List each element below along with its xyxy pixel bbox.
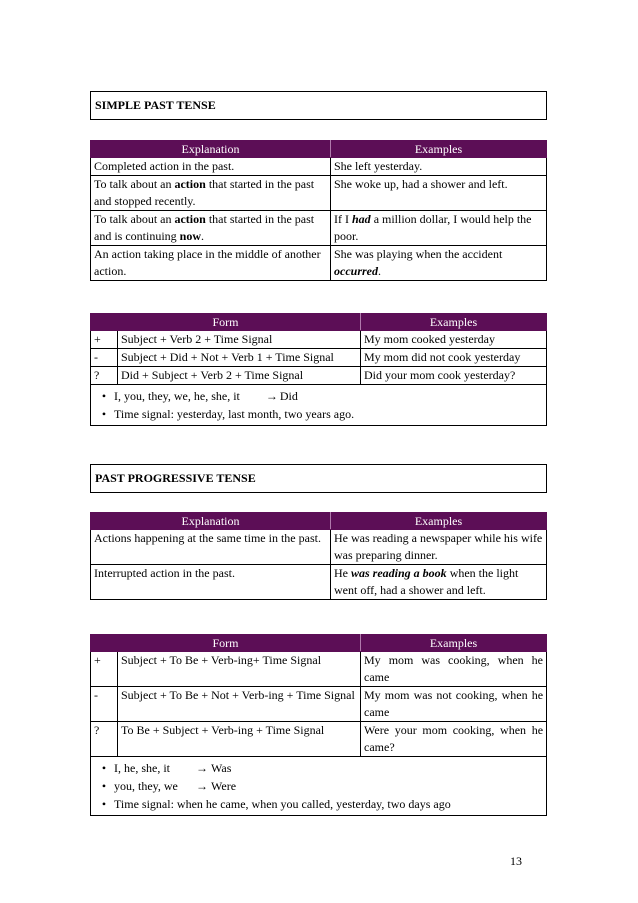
explanation-cell: To talk about an action that started in the past and is continuing now. (91, 211, 331, 246)
table-row (91, 367, 547, 385)
example-cell: My mom was cooking, when he came (361, 652, 547, 687)
sign-cell: + (91, 331, 118, 349)
simple-past-form-table (90, 313, 547, 426)
form-cell: Subject + Verb 2 + Time Signal (118, 331, 361, 349)
bullet-icon: • (101, 407, 107, 421)
table-header-row (91, 314, 547, 331)
notes-cell (91, 757, 547, 816)
table-row (91, 687, 547, 722)
sign-cell: - (91, 687, 118, 722)
notes-cell (91, 385, 547, 426)
table-header-row (91, 513, 547, 530)
page-number: 13 (510, 854, 522, 868)
past-progressive-explanation-table (90, 512, 547, 600)
column-header-form: Form (91, 635, 361, 652)
example-cell: My mom cooked yesterday (361, 331, 547, 349)
bullet-icon: • (101, 779, 107, 793)
column-header-examples: Examples (331, 141, 547, 158)
example-cell: My mom was not cooking, when he came (361, 687, 547, 722)
table-row (91, 158, 547, 176)
sign-cell: ? (91, 722, 118, 757)
arrow-right-icon: → (196, 779, 208, 793)
table-row (91, 652, 547, 687)
list-item: • you, they, we → Were (94, 777, 543, 795)
section-title-past-progressive (90, 464, 547, 493)
example-cell: He was reading a newspaper while his wife was preparing dinner. (331, 530, 547, 565)
form-cell: Subject + To Be + Not + Verb-ing + Time Signal (118, 687, 361, 722)
form-cell: Subject + Did + Not + Verb 1 + Time Signal (118, 349, 361, 367)
table-row (91, 530, 547, 565)
explanation-cell: Completed action in the past. (91, 158, 331, 176)
column-header-form: Form (91, 314, 361, 331)
form-cell: To Be + Subject + Verb-ing + Time Signal (118, 722, 361, 757)
list-item: • Time signal: yesterday, last month, two years ago. (94, 405, 543, 423)
table-row (91, 722, 547, 757)
example-cell: She woke up, had a shower and left. (331, 176, 547, 211)
table-header-row (91, 141, 547, 158)
notes-row (91, 757, 547, 816)
table-row (91, 349, 547, 367)
table-row (91, 176, 547, 211)
column-header-examples: Examples (361, 314, 547, 331)
bullet-icon: • (101, 389, 107, 403)
column-header-examples: Examples (361, 635, 547, 652)
example-cell: If I had a million dollar, I would help the poor. (331, 211, 547, 246)
example-cell: She left yesterday. (331, 158, 547, 176)
notes-row (91, 385, 547, 426)
sign-cell: - (91, 349, 118, 367)
sign-cell: + (91, 652, 118, 687)
column-header-explanation: Explanation (91, 141, 331, 158)
explanation-cell: Actions happening at the same time in the past. (91, 530, 331, 565)
explanation-cell: To talk about an action that started in the past and stopped recently. (91, 176, 331, 211)
table-row (91, 331, 547, 349)
example-cell: She was playing when the accident occurred. (331, 246, 547, 281)
section-title-text: SIMPLE PAST TENSE (95, 98, 216, 112)
column-header-explanation: Explanation (91, 513, 331, 530)
form-cell: Did + Subject + Verb 2 + Time Signal (118, 367, 361, 385)
section-title-simple-past (90, 91, 547, 120)
table-header-row (91, 635, 547, 652)
list-item: • I, you, they, we, he, she, it → Did (94, 387, 543, 405)
example-cell: Did your mom cook yesterday? (361, 367, 547, 385)
arrow-right-icon: → (196, 761, 208, 775)
table-row (91, 565, 547, 600)
bullet-icon: • (101, 797, 107, 811)
bullet-icon: • (101, 761, 107, 775)
list-item: • I, he, she, it → Was (94, 759, 543, 777)
arrow-right-icon: → (265, 389, 278, 403)
simple-past-explanation-table (90, 140, 547, 281)
sign-cell: ? (91, 367, 118, 385)
section-title-text: PAST PROGRESSIVE TENSE (95, 471, 256, 485)
past-progressive-form-table (90, 634, 547, 816)
table-row (91, 246, 547, 281)
column-header-examples: Examples (331, 513, 547, 530)
form-cell: Subject + To Be + Verb-ing+ Time Signal (118, 652, 361, 687)
example-cell: Were your mom cooking, when he came? (361, 722, 547, 757)
list-item: • Time signal: when he came, when you called, yesterday, two days ago (94, 795, 543, 813)
example-cell: My mom did not cook yesterday (361, 349, 547, 367)
explanation-cell: Interrupted action in the past. (91, 565, 331, 600)
example-cell: He was reading a book when the light went off, had a shower and left. (331, 565, 547, 600)
table-row (91, 211, 547, 246)
explanation-cell: An action taking place in the middle of another action. (91, 246, 331, 281)
